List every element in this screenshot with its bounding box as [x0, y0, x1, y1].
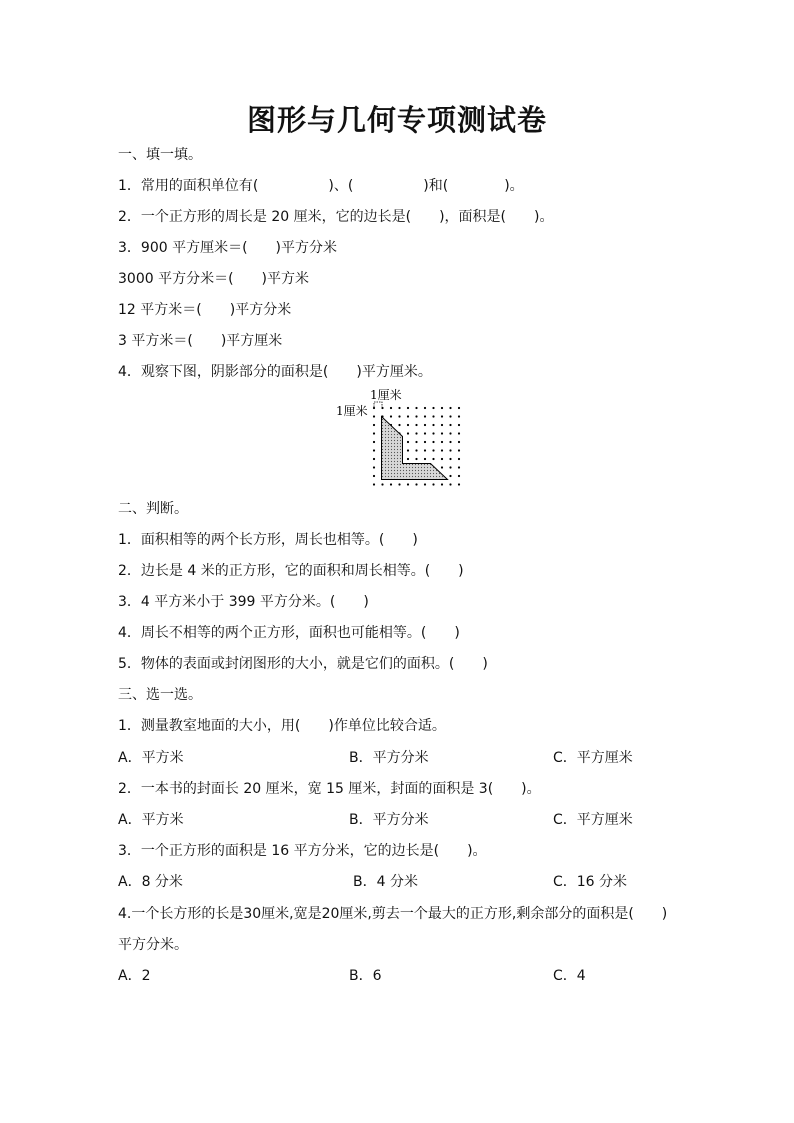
grid-dot	[424, 415, 426, 417]
grid-dot	[424, 458, 426, 460]
grid-dot	[441, 483, 443, 485]
option-3-4-a: A．2	[118, 968, 151, 984]
grid-dot	[432, 432, 434, 434]
grid-dot	[424, 441, 426, 443]
grid-dot	[458, 407, 460, 409]
option-3-2-c: C．平方厘米	[553, 812, 633, 828]
question-1-3c: 12 平方米＝( )平方分米	[118, 302, 292, 318]
grid-dot	[415, 424, 417, 426]
grid-dot	[441, 424, 443, 426]
grid-dot	[381, 407, 383, 409]
grid-dot	[424, 432, 426, 434]
question-1-3a: 3．900 平方厘米＝( )平方分米	[118, 240, 338, 256]
question-3-3: 3．一个正方形的面积是 16 平方分米，它的边长是( )。	[118, 843, 487, 859]
unit-marker	[374, 402, 382, 407]
question-1-2: 2．一个正方形的周长是 20 厘米，它的边长是( )，面积是( )。	[118, 209, 554, 225]
grid-dot	[458, 449, 460, 451]
grid-dot	[373, 466, 375, 468]
option-3-3-c: C．16 分米	[553, 874, 628, 890]
grid-dot	[407, 424, 409, 426]
grid-dot	[415, 458, 417, 460]
question-2-5: 5．物体的表面或封闭图形的大小，就是它们的面积。( )	[118, 656, 488, 672]
grid-dot	[449, 449, 451, 451]
grid-dot	[390, 415, 392, 417]
grid-dot	[458, 432, 460, 434]
section-heading-judge: 二、判断。	[118, 501, 188, 517]
question-3-4-line2: 平方分米。	[118, 937, 188, 953]
section-heading-fill-in: 一、填一填。	[118, 147, 202, 163]
grid-dot	[432, 483, 434, 485]
grid-dot	[373, 441, 375, 443]
grid-dot	[415, 407, 417, 409]
grid-dot	[407, 415, 409, 417]
grid-dot	[441, 415, 443, 417]
grid-dot	[407, 449, 409, 451]
option-3-3-a: A．8 分米	[118, 874, 183, 890]
grid-dot	[415, 483, 417, 485]
grid-dot	[458, 483, 460, 485]
grid-dot	[458, 466, 460, 468]
grid-dot	[398, 424, 400, 426]
shaded-region	[382, 417, 448, 480]
question-3-4-line1: 4.一个长方形的长是30厘米,宽是20厘米,剪去一个最大的正方形,剩余部分的面积是( )	[118, 906, 668, 922]
grid-dot	[441, 466, 443, 468]
grid-dot	[373, 475, 375, 477]
grid-dot	[424, 407, 426, 409]
grid-dot	[407, 458, 409, 460]
grid-dot	[390, 407, 392, 409]
dot-grid-svg	[336, 385, 466, 495]
option-3-2-a: A．平方米	[118, 812, 184, 828]
option-3-2-b: B．平方分米	[349, 812, 429, 828]
question-2-4: 4．周长不相等的两个正方形，面积也可能相等。( )	[118, 625, 460, 641]
option-3-1-b: B．平方分米	[349, 750, 429, 766]
grid-dot	[441, 449, 443, 451]
grid-dot	[432, 424, 434, 426]
grid-dot	[398, 407, 400, 409]
section-heading-choose: 三、选一选。	[118, 687, 202, 703]
grid-dot	[398, 415, 400, 417]
grid-dot	[449, 441, 451, 443]
grid-dot	[415, 441, 417, 443]
grid-dot	[373, 424, 375, 426]
option-3-1-a: A．平方米	[118, 750, 184, 766]
grid-dot	[390, 483, 392, 485]
grid-dot	[432, 458, 434, 460]
grid-dot	[458, 424, 460, 426]
grid-dot	[373, 458, 375, 460]
grid-dot	[441, 458, 443, 460]
grid-dot	[458, 475, 460, 477]
question-1-1: 1．常用的面积单位有( )、( )和( )。	[118, 178, 524, 194]
question-3-2: 2．一本书的封面长 20 厘米，宽 15 厘米，封面的面积是 3( )。	[118, 781, 541, 797]
grid-dot	[373, 407, 375, 409]
grid-dot	[432, 449, 434, 451]
grid-dot	[373, 483, 375, 485]
grid-dot	[424, 424, 426, 426]
question-1-3b: 3000 平方分米＝( )平方米	[118, 271, 310, 287]
grid-dot	[449, 424, 451, 426]
grid-dot	[449, 466, 451, 468]
question-3-1: 1．测量教室地面的大小，用( )作单位比较合适。	[118, 718, 446, 734]
grid-dot	[449, 407, 451, 409]
grid-dot	[449, 458, 451, 460]
grid-dot	[432, 415, 434, 417]
grid-dot	[407, 432, 409, 434]
grid-dot	[424, 449, 426, 451]
question-2-3: 3．4 平方米小于 399 平方分米。( )	[118, 594, 369, 610]
grid-dot	[458, 458, 460, 460]
option-3-4-c: C．4	[553, 968, 586, 984]
grid-dot	[432, 407, 434, 409]
grid-dot	[441, 441, 443, 443]
grid-dot	[415, 415, 417, 417]
option-3-1-c: C．平方厘米	[553, 750, 633, 766]
grid-dot	[415, 449, 417, 451]
question-2-1: 1．面积相等的两个长方形，周长也相等。( )	[118, 532, 418, 548]
grid-dot	[373, 432, 375, 434]
question-1-3d: 3 平方米＝( )平方厘米	[118, 333, 283, 349]
grid-dot	[407, 483, 409, 485]
grid-dot	[449, 415, 451, 417]
grid-dot	[441, 432, 443, 434]
grid-dot	[449, 475, 451, 477]
grid-dot	[373, 415, 375, 417]
grid-dot	[424, 483, 426, 485]
grid-dot	[458, 441, 460, 443]
grid-dot	[407, 441, 409, 443]
figure-label-top: 1厘米	[370, 388, 402, 402]
question-1-4: 4．观察下图，阴影部分的面积是( )平方厘米。	[118, 364, 432, 380]
grid-dot	[407, 407, 409, 409]
grid-dot	[441, 407, 443, 409]
page-title: 图形与几何专项测试卷	[246, 103, 547, 137]
grid-dot	[449, 483, 451, 485]
option-3-3-b: B．4 分米	[353, 874, 418, 890]
grid-dot	[381, 483, 383, 485]
grid-dot	[398, 483, 400, 485]
dot-grid-figure	[336, 385, 466, 495]
grid-dot	[415, 432, 417, 434]
grid-dot	[449, 432, 451, 434]
grid-dot	[373, 449, 375, 451]
figure-label-left: 1厘米	[336, 404, 368, 418]
grid-dot	[432, 441, 434, 443]
grid-dot	[458, 415, 460, 417]
option-3-4-b: B．6	[349, 968, 382, 984]
question-2-2: 2．边长是 4 米的正方形，它的面积和周长相等。( )	[118, 563, 464, 579]
